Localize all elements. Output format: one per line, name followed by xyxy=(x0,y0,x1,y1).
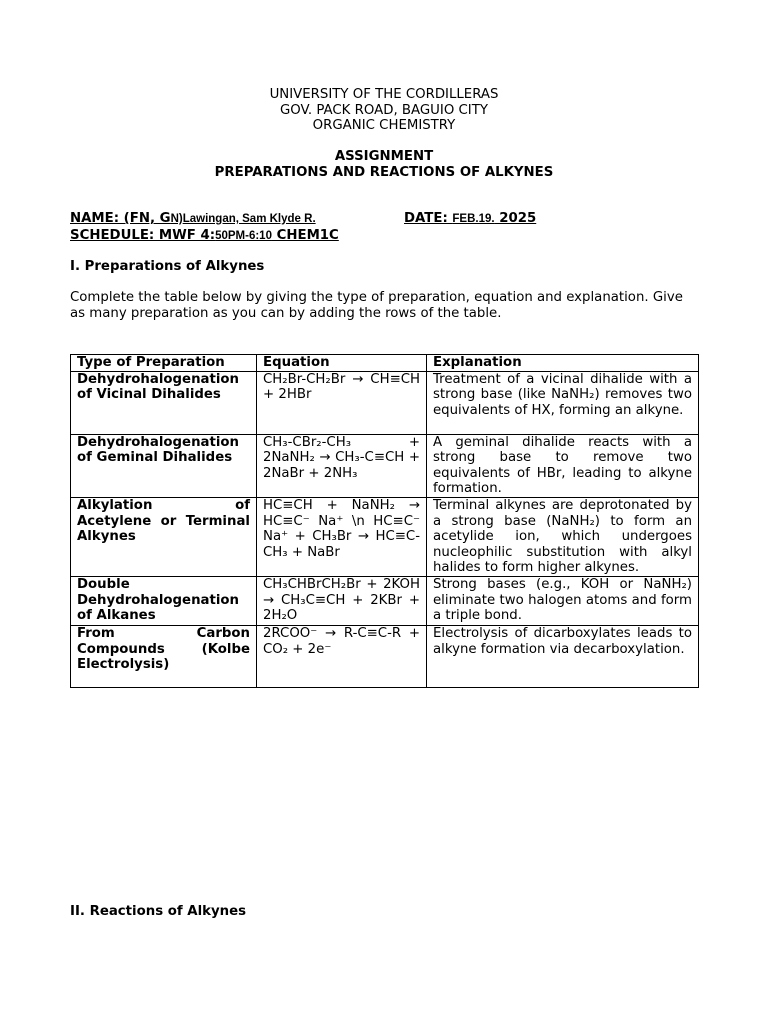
explanation-cell: A geminal dihalide reacts with a strong base to remove two equivalents of HBr, leading to alkyne formation. xyxy=(427,434,699,497)
column-header: Explanation xyxy=(427,355,699,372)
student-info xyxy=(70,211,710,243)
preparation-type-cell: From Carbon Compounds (Kolbe Electrolysis) xyxy=(71,625,257,687)
table-row xyxy=(71,576,699,625)
instructions-text: Complete the table below by giving the type of preparation, equation and explanation. Give as many preparation as you can by adding the rows of the table. xyxy=(70,290,683,321)
table-header-row xyxy=(71,355,699,372)
schedule-section: CHEM1C xyxy=(271,228,339,243)
explanation-cell: Treatment of a vicinal dihalide with a strong base (like NaNH₂) removes two equivalents of HX, forming an alkyne. xyxy=(427,371,699,434)
name-field xyxy=(70,211,316,226)
assignment-topic: PREPARATIONS AND REACTIONS OF ALKYNES xyxy=(214,164,554,180)
course-name: ORGANIC CHEMISTRY xyxy=(312,118,456,133)
preparations-table xyxy=(70,354,699,688)
date-field xyxy=(404,211,536,226)
equation-cell: CH₃CHBrCH₂Br + 2KOH → CH₃C≡CH + 2KBr + 2H₂O xyxy=(257,576,427,625)
document-header xyxy=(0,87,768,134)
date-year: 2025 xyxy=(494,211,537,226)
schedule-time: 50PM-6:10 xyxy=(215,230,272,242)
schedule-field xyxy=(70,228,339,243)
name-label-suffix: N) xyxy=(170,213,183,225)
date-value: FEB.19. xyxy=(452,213,495,225)
equation-cell: CH₂Br-CH₂Br → CH≡CH + 2HBr xyxy=(257,371,427,434)
name-value: Lawingan, Sam Klyde R. xyxy=(182,213,316,225)
table-row xyxy=(71,625,699,687)
equation-cell: CH₃-CBr₂-CH₃ + 2NaNH₂ → CH₃-C≡CH + 2NaBr + 2NH₃ xyxy=(257,434,427,497)
equation-cell: HC≡CH + NaNH₂ → HC≡C⁻ Na⁺ \n HC≡C⁻ Na⁺ + CH₃Br → HC≡C-CH₃ + NaBr xyxy=(257,497,427,576)
table-row xyxy=(71,371,699,434)
column-header: Equation xyxy=(257,355,427,372)
section-heading-reactions: II. Reactions of Alkynes xyxy=(70,904,247,919)
column-header: Type of Preparation xyxy=(71,355,257,372)
university-name: UNIVERSITY OF THE CORDILLERAS xyxy=(269,87,499,102)
table-row xyxy=(71,497,699,576)
preparation-type-cell: Double Dehydrohalogenation of Alkanes xyxy=(71,576,257,625)
schedule-label: SCHEDULE: MWF 4: xyxy=(70,228,216,243)
preparation-type-cell: Alkylation of Acetylene or Terminal Alkynes xyxy=(71,497,257,576)
explanation-cell: Electrolysis of dicarboxylates leads to alkyne formation via decarboxylation. xyxy=(427,625,699,687)
preparation-type-cell: Dehydrohalogenation of Geminal Dihalides xyxy=(71,434,257,497)
assignment-label: ASSIGNMENT xyxy=(334,149,434,164)
table-row xyxy=(71,434,699,497)
section-heading-preparations: I. Preparations of Alkynes xyxy=(70,259,265,274)
explanation-cell: Strong bases (e.g., KOH or NaNH₂) eliminate two halogen atoms and form a triple bond. xyxy=(427,576,699,625)
university-address: GOV. PACK ROAD, BAGUIO CITY xyxy=(280,102,488,118)
name-label: NAME: (FN, G xyxy=(70,211,171,226)
preparation-type-cell: Dehydrohalogenation of Vicinal Dihalides xyxy=(71,371,257,434)
date-label: DATE: xyxy=(404,211,453,226)
explanation-cell: Terminal alkynes are deprotonated by a strong base (NaNH₂) to form an acetylide ion, which undergoes nucleophilic substitution with alkyl halides to form higher alkynes. xyxy=(427,497,699,576)
document-title xyxy=(0,149,768,180)
equation-cell: 2RCOO⁻ → R-C≡C-R + CO₂ + 2e⁻ xyxy=(257,625,427,687)
